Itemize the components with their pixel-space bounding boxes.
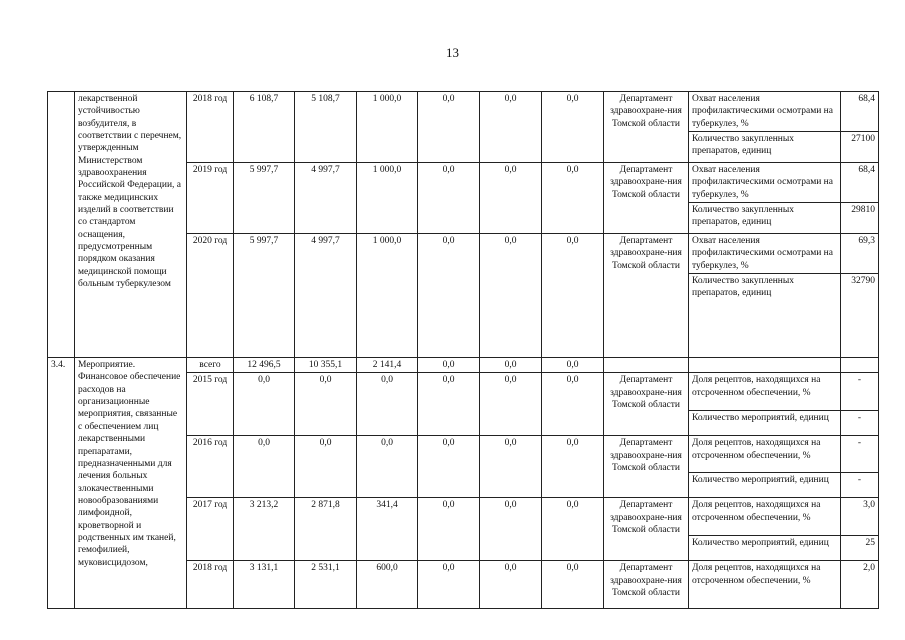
year-cell: 2015 год: [187, 373, 234, 436]
budget-cell: 0,0: [542, 234, 604, 358]
indicator-cell: Количество мероприятий, единиц: [689, 536, 841, 561]
budget-cell: 0,0: [418, 436, 480, 498]
activity-description: лекарственной устойчивостью возбудителя, в соответствии с перечнем, утвержденным Министерством здравоохранения Российской Федерации, а также медицинских изделий в соответствии со стандартом оснащения, предусмотренным порядком оказания медицинской помощи больным туберкулезом: [75, 92, 187, 358]
federal-budget-cell: 600,0: [357, 561, 418, 609]
indicator-cell: Количество мероприятий, единиц: [689, 411, 841, 436]
page-number: 13: [446, 45, 459, 60]
indicator-value: 27100: [841, 132, 879, 163]
total-cell: 5 997,7: [234, 234, 295, 358]
year-cell: всего: [187, 358, 234, 373]
indicator-cell: Количество закупленных препаратов, единиц: [689, 132, 841, 163]
total-cell: 6 108,7: [234, 92, 295, 163]
budget-cell: 0,0: [480, 498, 542, 561]
budget-cell: 0,0: [418, 163, 480, 234]
indicator-value: -: [841, 373, 879, 411]
indicator-cell: Охват населения профилактическими осмотрами на туберкулез, %: [689, 92, 841, 132]
regional-budget-cell: 0,0: [295, 373, 357, 436]
federal-budget-cell: 341,4: [357, 498, 418, 561]
regional-budget-cell: 0,0: [295, 436, 357, 498]
indicator-cell: Доля рецептов, находящихся на отсроченном обеспечении, %: [689, 436, 841, 473]
year-cell: 2018 год: [187, 92, 234, 163]
budget-cell: 0,0: [542, 373, 604, 436]
indicator-value: [841, 358, 879, 373]
budget-cell: 0,0: [480, 436, 542, 498]
program-table: [47, 91, 879, 609]
executor-cell: [604, 358, 689, 373]
indicator-value: -: [841, 473, 879, 498]
federal-budget-cell: 0,0: [357, 436, 418, 498]
budget-cell: 0,0: [418, 373, 480, 436]
budget-cell: 0,0: [480, 373, 542, 436]
table-row: [48, 92, 879, 132]
indicator-value: 32790: [841, 274, 879, 358]
indicator-value: 2,0: [841, 561, 879, 609]
indicator-value: 68,4: [841, 92, 879, 132]
indicator-cell: [689, 358, 841, 373]
budget-cell: 0,0: [418, 92, 480, 163]
indicator-cell: Количество закупленных препаратов, единиц: [689, 203, 841, 234]
total-cell: 0,0: [234, 373, 295, 436]
executor-cell: Департамент здравоохране-ния Томской области: [604, 561, 689, 609]
indicator-value: -: [841, 411, 879, 436]
regional-budget-cell: 10 355,1: [295, 358, 357, 373]
indicator-value: 25: [841, 536, 879, 561]
indicator-cell: Количество мероприятий, единиц: [689, 473, 841, 498]
indicator-cell: Количество закупленных препаратов, единиц: [689, 274, 841, 358]
regional-budget-cell: 4 997,7: [295, 163, 357, 234]
indicator-value: 3,0: [841, 498, 879, 536]
year-cell: 2016 год: [187, 436, 234, 498]
executor-cell: Департамент здравоохране-ния Томской области: [604, 373, 689, 436]
indicator-cell: Охват населения профилактическими осмотрами на туберкулез, %: [689, 163, 841, 203]
regional-budget-cell: 5 108,7: [295, 92, 357, 163]
indicator-cell: Доля рецептов, находящихся на отсроченном обеспечении, %: [689, 561, 841, 609]
budget-cell: 0,0: [480, 234, 542, 358]
row-number-cell: 3.4.: [48, 358, 75, 609]
budget-cell: 0,0: [418, 358, 480, 373]
executor-cell: Департамент здравоохране-ния Томской области: [604, 234, 689, 358]
total-cell: 0,0: [234, 436, 295, 498]
executor-cell: Департамент здравоохране-ния Томской области: [604, 498, 689, 561]
budget-cell: 0,0: [542, 561, 604, 609]
budget-cell: 0,0: [480, 358, 542, 373]
indicator-value: 29810: [841, 203, 879, 234]
executor-cell: Департамент здравоохране-ния Томской области: [604, 163, 689, 234]
total-cell: 3 131,1: [234, 561, 295, 609]
executor-cell: Департамент здравоохране-ния Томской области: [604, 436, 689, 498]
indicator-cell: Доля рецептов, находящихся на отсроченном обеспечении, %: [689, 498, 841, 536]
row-number-cell: [48, 92, 75, 358]
total-cell: 12 496,5: [234, 358, 295, 373]
federal-budget-cell: 1 000,0: [357, 92, 418, 163]
federal-budget-cell: 0,0: [357, 373, 418, 436]
budget-cell: 0,0: [418, 498, 480, 561]
budget-cell: 0,0: [480, 163, 542, 234]
federal-budget-cell: 2 141,4: [357, 358, 418, 373]
regional-budget-cell: 2 531,1: [295, 561, 357, 609]
budget-cell: 0,0: [542, 436, 604, 498]
budget-cell: 0,0: [418, 561, 480, 609]
activity-description: Мероприятие. Финансовое обеспечение расходов на организационные мероприятия, связанные с обеспечением лиц лекарственными препаратами, предназначенными для лечения больных злокачественными новообразованиями лимфоидной, кроветворной и родственных им тканей, гемофилией, муковисцидозом,: [75, 358, 187, 609]
budget-cell: 0,0: [542, 92, 604, 163]
budget-cell: 0,0: [542, 498, 604, 561]
total-cell: 5 997,7: [234, 163, 295, 234]
year-cell: 2018 год: [187, 561, 234, 609]
regional-budget-cell: 2 871,8: [295, 498, 357, 561]
year-cell: 2019 год: [187, 163, 234, 234]
table-row-total: [48, 358, 879, 373]
indicator-value: -: [841, 436, 879, 473]
federal-budget-cell: 1 000,0: [357, 234, 418, 358]
budget-cell: 0,0: [480, 561, 542, 609]
budget-cell: 0,0: [480, 92, 542, 163]
budget-cell: 0,0: [418, 234, 480, 358]
total-cell: 3 213,2: [234, 498, 295, 561]
year-cell: 2017 год: [187, 498, 234, 561]
indicator-cell: Доля рецептов, находящихся на отсроченном обеспечении, %: [689, 373, 841, 411]
indicator-value: 68,4: [841, 163, 879, 203]
budget-cell: 0,0: [542, 358, 604, 373]
executor-cell: Департамент здравоохране-ния Томской области: [604, 92, 689, 163]
budget-cell: 0,0: [542, 163, 604, 234]
regional-budget-cell: 4 997,7: [295, 234, 357, 358]
federal-budget-cell: 1 000,0: [357, 163, 418, 234]
indicator-value: 69,3: [841, 234, 879, 274]
indicator-cell: Охват населения профилактическими осмотрами на туберкулез, %: [689, 234, 841, 274]
year-cell: 2020 год: [187, 234, 234, 358]
